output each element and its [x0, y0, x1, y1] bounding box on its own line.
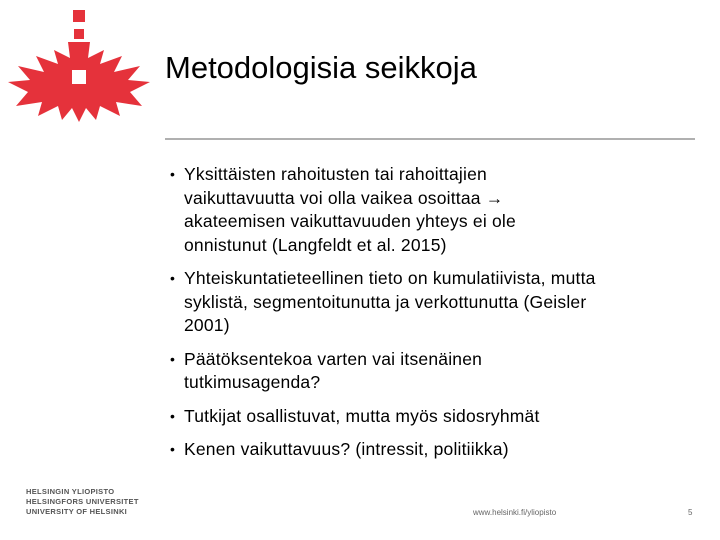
bullet-symbol: • [170, 166, 176, 182]
bullet-symbol: • [170, 270, 176, 286]
bullet-item [170, 348, 700, 395]
bullet-list [170, 163, 700, 472]
footer-url: www.helsinki.fi/yliopisto [473, 508, 557, 517]
bullet-item [170, 438, 700, 462]
bullet-line: Päätöksentekoa varten vai itsenäinen [184, 348, 483, 369]
bullet-line: tutkimusagenda? [184, 372, 321, 392]
bullet-line: onnistunut (Langfeldt et al. 2015) [184, 234, 447, 255]
title-divider [165, 138, 695, 140]
university-name-fi: HELSINGIN YLIOPISTO [26, 487, 115, 496]
bullet-item [170, 163, 700, 257]
bullet-line: Kenen vaikuttavuus? (intressit, politiikka) [184, 439, 509, 459]
university-name-sv: HELSINGFORS UNIVERSITET [26, 497, 139, 506]
bullet-symbol: • [170, 407, 176, 424]
helsinki-flame-logo-icon [4, 6, 154, 124]
bullet-line: akateemisen vaikuttavuuden yhteys ei ole [184, 211, 516, 231]
bullet-symbol: • [170, 350, 176, 367]
page-number: 5 [688, 508, 693, 517]
bullet-item [170, 405, 700, 429]
bullet-line: vaikuttavuutta voi olla vaikea osoittaa → [184, 187, 504, 208]
bullet-line: Yhteiskuntatieteellinen tieto on kumulatiivista, mutta [184, 268, 596, 288]
bullet-item [170, 267, 700, 338]
bullet-line: Yksittäisten rahoitusten tai rahoittajien [184, 164, 487, 184]
bullet-line: Tutkijat osallistuvat, mutta myös sidosryhmät [184, 405, 540, 426]
bullet-symbol: • [170, 441, 176, 457]
university-name-en: UNIVERSITY OF HELSINKI [26, 507, 128, 516]
slide-title: Metodologisia seikkoja [165, 50, 477, 85]
bullet-line: syklistä, segmentoitunutta ja verkottunutta (Geisler [184, 291, 587, 312]
university-names [26, 487, 139, 517]
bullet-line: 2001) [184, 315, 230, 335]
